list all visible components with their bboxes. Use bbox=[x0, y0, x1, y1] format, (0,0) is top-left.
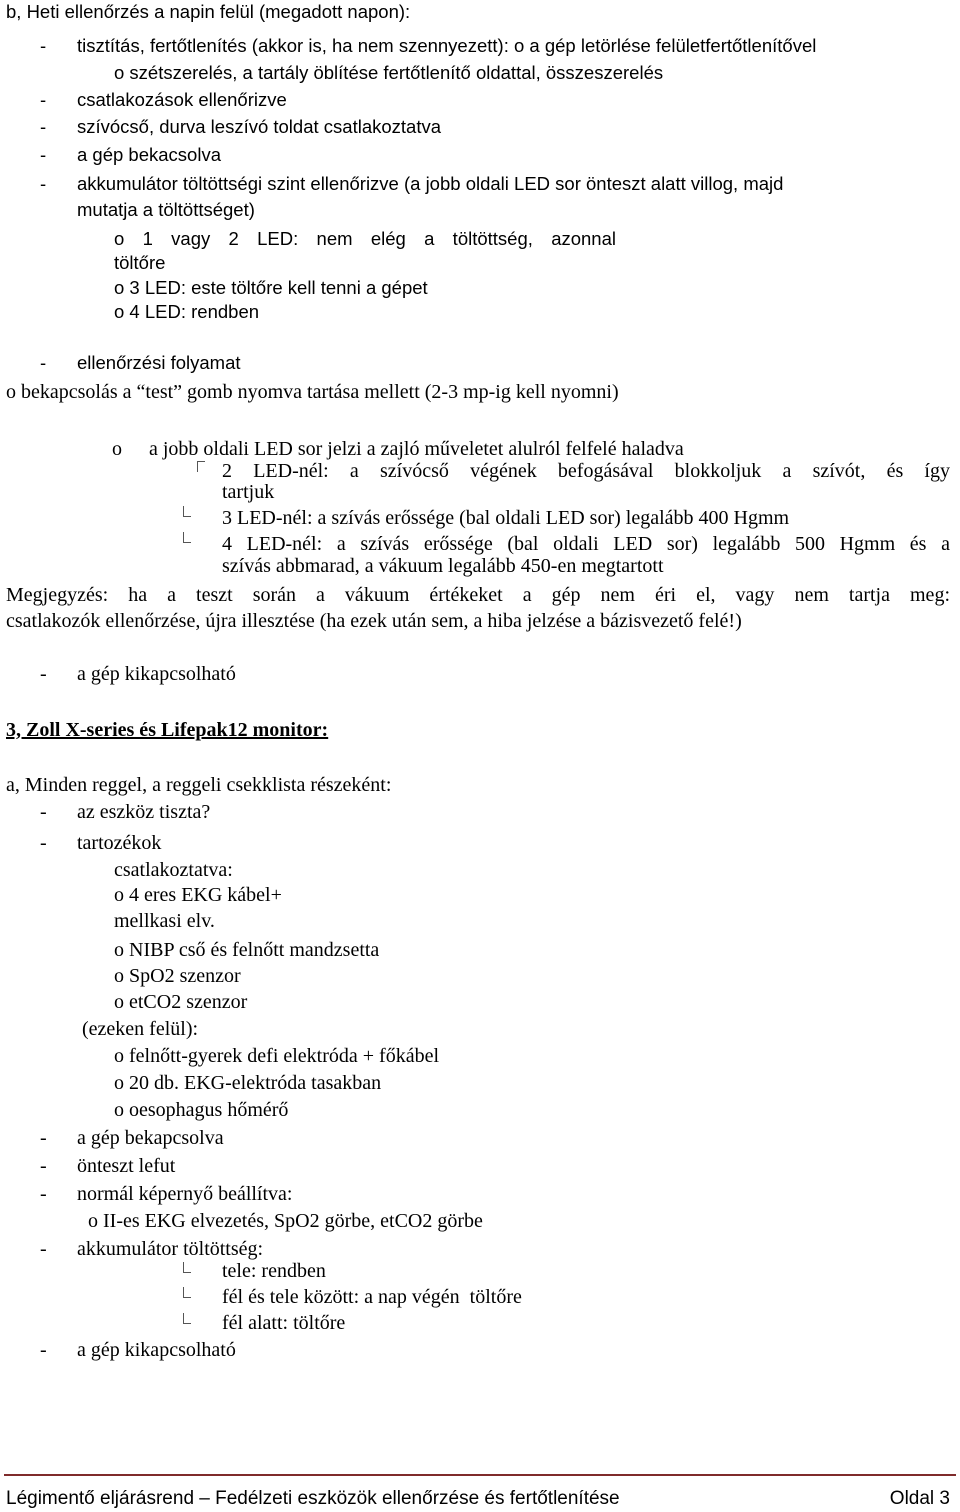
checkbox-icon bbox=[183, 506, 191, 517]
checkbox-icon bbox=[183, 532, 191, 543]
led-state-item: o 3 LED: este töltőre kell tenni a gépet bbox=[114, 277, 428, 298]
list-item: normál képernyő beállítva: bbox=[77, 1183, 293, 1205]
page-number: Oldal 3 bbox=[889, 1488, 950, 1509]
footer-rule bbox=[4, 1474, 956, 1476]
led-step: 3 LED-nél: a szívás erőssége (bal oldali LED sor) legalább 400 Hgmm bbox=[222, 507, 790, 529]
power-off-step: a gép kikapcsolható bbox=[77, 1339, 236, 1361]
accessory-item: o etCO2 szenzor bbox=[114, 991, 248, 1013]
note-line: Megjegyzés: ha a teszt során a vákuum értékeket a gép nem éri el, vagy nem tartja meg: bbox=[6, 584, 950, 606]
dash: - bbox=[40, 832, 47, 854]
list-item: akkumulátor töltöttségi szint ellenőrizve (a jobb oldali LED sor önteszt alatt villog, majd bbox=[77, 173, 784, 194]
power-on-step: o bekapcsolás a “test” gomb nyomva tartása mellett (2-3 mp-ig kell nyomni) bbox=[6, 381, 619, 403]
led-state-item: o 4 LED: rendben bbox=[114, 301, 260, 322]
section-3-subheading: a, Minden reggel, a reggeli csekklista részeként: bbox=[6, 774, 392, 796]
accessory-item: o 20 db. EKG-elektróda tasakban bbox=[114, 1072, 382, 1094]
led-state-item: töltőre bbox=[114, 252, 166, 273]
section-b-heading: b, Heti ellenőrzés a napin felül (megadott napon): bbox=[6, 1, 411, 22]
list-item: o szétszerelés, a tartály öblítése fertőtlenítő oldattal, összeszerelés bbox=[114, 62, 664, 83]
list-item: szívócső, durva leszívó toldat csatlakoztatva bbox=[77, 116, 442, 137]
dash: - bbox=[40, 116, 47, 137]
dash: - bbox=[40, 35, 47, 56]
dash: - bbox=[40, 173, 47, 194]
checkbox-icon bbox=[183, 1287, 191, 1298]
battery-state: fél és tele között: a nap végén töltőre bbox=[222, 1286, 522, 1308]
list-item: mutatja a töltöttséget) bbox=[77, 199, 255, 220]
list-item: tartozékok bbox=[77, 832, 162, 854]
dash: - bbox=[40, 1183, 47, 1205]
accessory-item: csatlakoztatva: bbox=[114, 859, 233, 881]
list-item: az eszköz tiszta? bbox=[77, 801, 211, 823]
accessory-item: o 4 eres EKG kábel+ bbox=[114, 884, 282, 906]
list-item: tisztítás, fertőtlenítés (akkor is, ha nem szennyezett): o a gép letörlése felületfertőtlenítővel bbox=[77, 35, 817, 56]
led-step: tartjuk bbox=[222, 481, 275, 503]
dash: - bbox=[40, 801, 47, 823]
accessory-item: o oesophagus hőmérő bbox=[114, 1099, 289, 1121]
screen-detail: o II-es EKG elvezetés, SpO2 görbe, etCO2 görbe bbox=[88, 1210, 483, 1232]
check-process: ellenőrzési folyamat bbox=[77, 352, 241, 373]
led-step: szívás abbmarad, a vákuum legalább 450-en megtartott bbox=[222, 555, 664, 577]
dash: - bbox=[40, 352, 47, 373]
list-item: a gép bekapcsolva bbox=[77, 1127, 224, 1149]
checkbox-icon bbox=[183, 1262, 191, 1273]
accessory-item: o SpO2 szenzor bbox=[114, 965, 241, 987]
checkbox-icon bbox=[197, 461, 205, 472]
dash: - bbox=[40, 1127, 47, 1149]
led-step: 2 LED-nél: a szívócső végének befogásával blokkoljuk a szívót, és így bbox=[222, 460, 950, 482]
list-item: önteszt lefut bbox=[77, 1155, 176, 1177]
battery-state: fél alatt: töltőre bbox=[222, 1312, 346, 1334]
list-item: csatlakozások ellenőrizve bbox=[77, 89, 287, 110]
led-step: 4 LED-nél: a szívás erőssége (bal oldali LED sor) legalább 500 Hgmm és a bbox=[222, 533, 950, 555]
section-3-heading: 3, Zoll X-series és Lifepak12 monitor: bbox=[6, 719, 329, 741]
dash: - bbox=[40, 663, 47, 685]
dash: - bbox=[40, 1155, 47, 1177]
note-line: csatlakozók ellenőrzése, újra illesztése (ha ezek után sem, a hiba jelzése a bázisvezető felé!) bbox=[6, 610, 742, 632]
led-state-item: o 1 vagy 2 LED: nem elég a töltöttség, azonnal bbox=[114, 228, 616, 249]
accessory-item: o felnőtt-gyerek defi elektróda + főkábel bbox=[114, 1045, 440, 1067]
list-item: akkumulátor töltöttség: bbox=[77, 1238, 264, 1260]
accessory-item: o NIBP cső és felnőtt mandzsetta bbox=[114, 939, 380, 961]
bullet: o bbox=[112, 438, 122, 460]
dash: - bbox=[40, 144, 47, 165]
checkbox-icon bbox=[183, 1313, 191, 1324]
accessory-item: (ezeken felül): bbox=[82, 1018, 199, 1040]
list-item: a gép bekacsolva bbox=[77, 144, 221, 165]
dash: - bbox=[40, 89, 47, 110]
power-off-step: a gép kikapcsolható bbox=[77, 663, 236, 685]
dash: - bbox=[40, 1238, 47, 1260]
led-run-text: a jobb oldali LED sor jelzi a zajló műveletet alulról felfelé haladva bbox=[149, 438, 684, 460]
accessory-item: mellkasi elv. bbox=[114, 910, 215, 932]
battery-state: tele: rendben bbox=[222, 1260, 326, 1282]
footer-title: Légimentő eljárásrend – Fedélzeti eszközök ellenőrzése és fertőtlenítése bbox=[6, 1488, 620, 1509]
dash: - bbox=[40, 1339, 47, 1361]
